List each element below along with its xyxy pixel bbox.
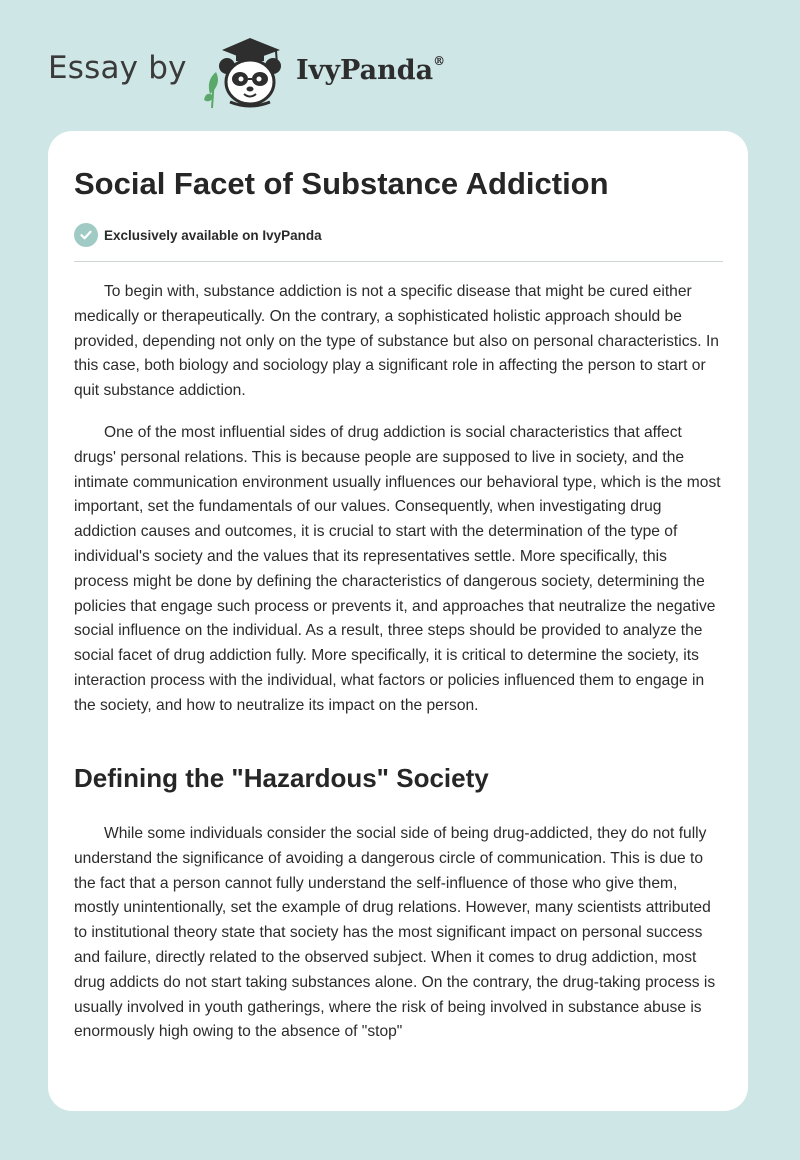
site-header [0,0,800,125]
page-title: Social Facet of Substance Addiction [74,166,609,201]
brand-name-text: IvyPanda [296,55,434,86]
paragraph-hazardous-society: While some individuals consider the social side of being drug-addicted, they do not fully understand the significance of avoiding a dangerous circle of communication. This is due to the fact that a person cannot fully understand the self-influence of those who give them, mostly unintentionally, set the example of drug relations. However, many scientists attributed to institutional theory state that society has the most significant impact on personal success and failure, directly related to the observed subject. When it comes to drug addiction, most drug addicts do not start taking substances alone. On the contrary, the drug-taking process is usually involved in youth gatherings, where the risk of being involved in substance abuse is enormously high owing to the absence of "stop" [74,825,716,1041]
badge-text: Exclusively available on IvyPanda [104,227,322,243]
section-heading: Defining the "Hazardous" Society [74,763,489,793]
paragraph-social-characteristics: One of the most influential sides of drug addiction is social characteristics that affect drugs' personal relations. This is because people are supposed to live in society, and the intimate communication environment usually influences our behavioral type, which is the most important, set the fundamentals of our values. Consequently, when investigating drug addiction causes and outcomes, it is crucial to start with the determination of the type of individual's society and the values that its representatives settle. More specifically, this process might be done by defining the characteristics of dangerous society, determining the policies that engage such process or prevents it, and approaches that neutralize the negative social influence on the individual. As a result, three steps should be provided to analyze the social facet of drug addiction fully. More specifically, it is critical to determine the society, its interaction process with the individual, what factors or policies influenced them to engage in the society, and how to neutralize its impact on the person. [74,424,721,714]
registered-mark: ® [433,54,446,68]
brand-prefix: Essay by [48,50,187,86]
paragraph-intro: To begin with, substance addiction is not a specific disease that might be cured either medically or therapeutically. On the contrary, a sophisticated holistic approach should be provided, depending not only on the type of substance but also on personal characteristics. In this case, both biology and sociology play a significant role in affecting the person to start or quit substance addiction. [74,283,719,400]
panda-graduate-mascot-icon[interactable] [200,34,294,110]
divider [74,261,723,262]
exclusive-badge [74,222,322,248]
essay-card [48,131,748,1111]
brand-name[interactable] [296,55,445,86]
check-circle-icon [74,223,98,247]
